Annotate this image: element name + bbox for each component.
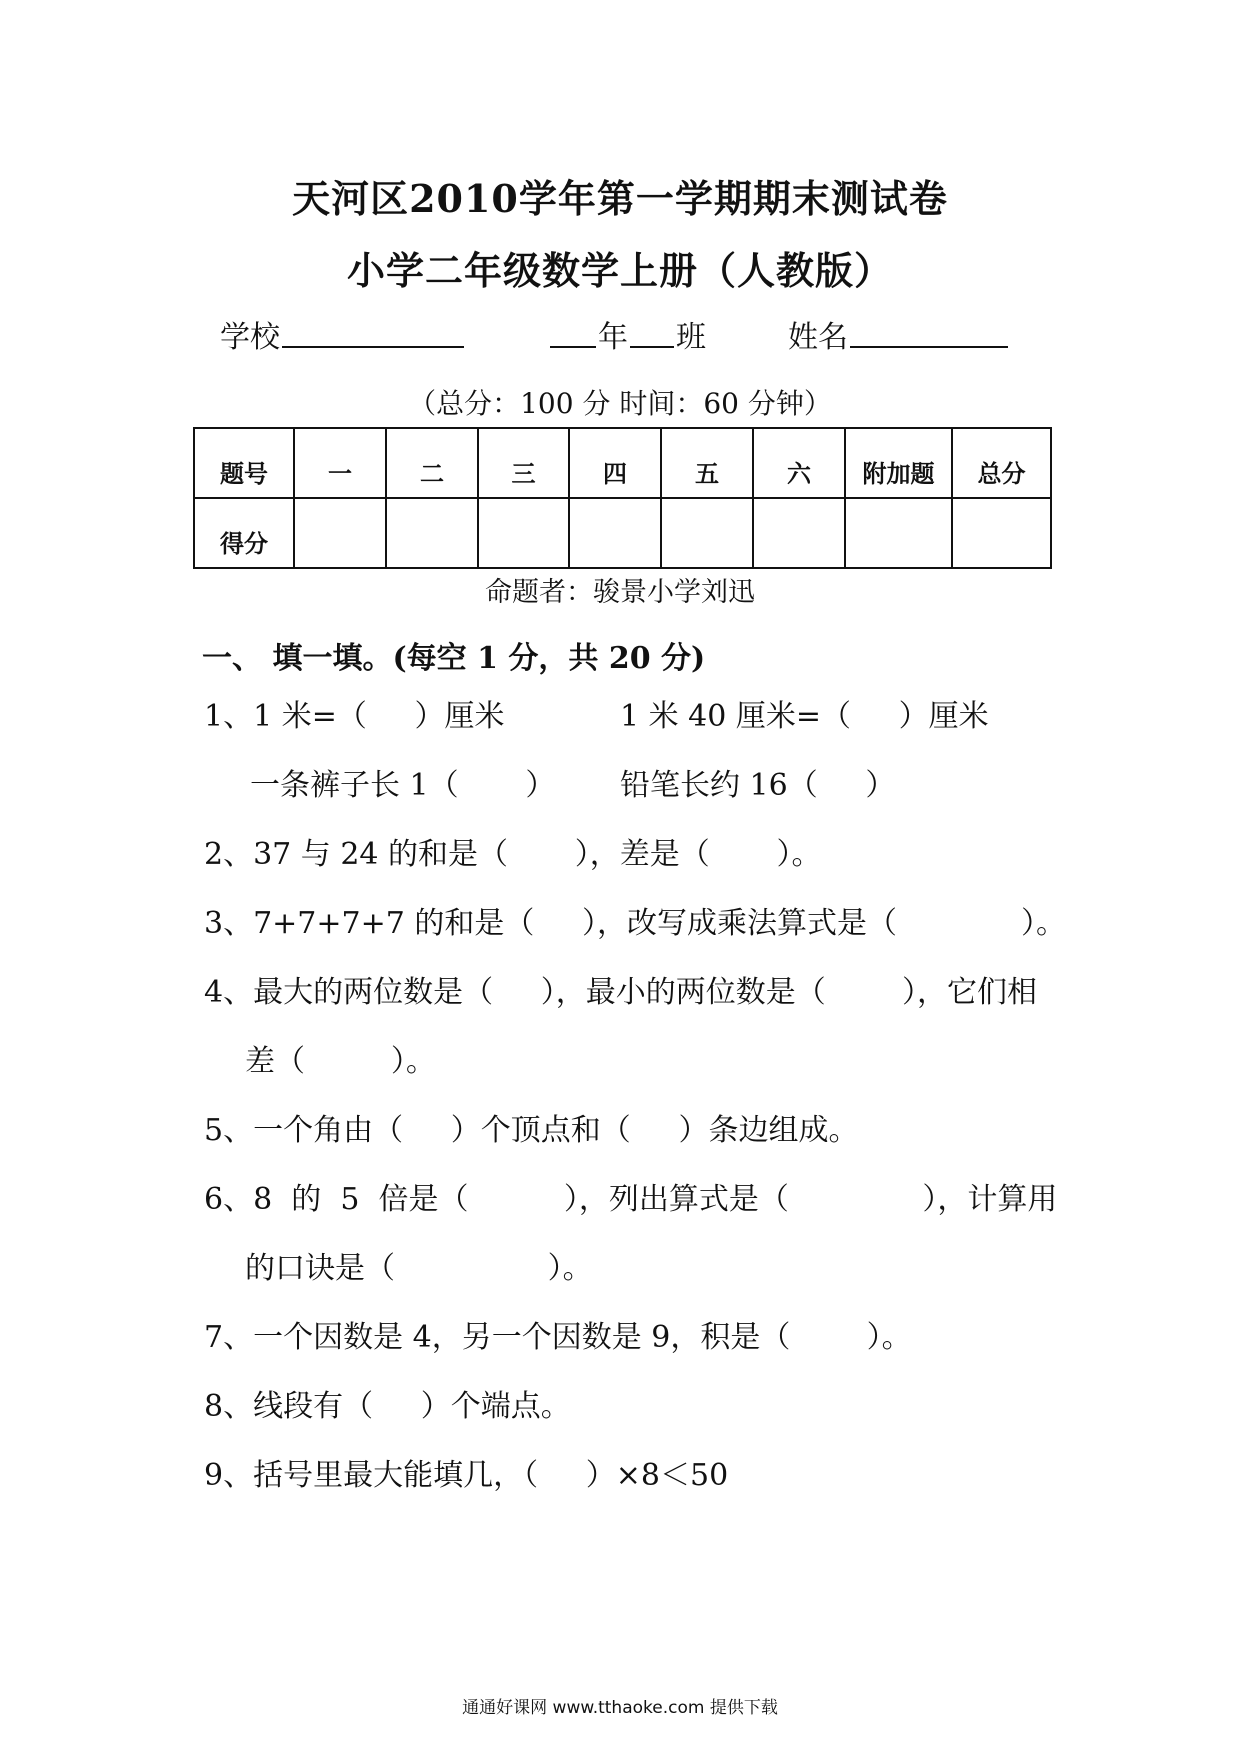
- author-line: 命题者：骏景小学刘迅: [485, 577, 755, 608]
- grade-label: 年: [598, 320, 628, 355]
- question-1c: 一条裤子长 1（ ）: [250, 768, 556, 803]
- question-2: 2、37 与 24 的和是（ ），差是（ ）。: [204, 837, 822, 872]
- table-header-cell: 六: [753, 428, 845, 498]
- question-7: 7、一个因数是 4，另一个因数是 9，积是（ ）。: [204, 1320, 912, 1355]
- question-1a: 1、1 米=（ ）厘米: [204, 699, 505, 734]
- score-cell[interactable]: [753, 498, 845, 568]
- question-1d: 铅笔长约 16（ ）: [620, 768, 896, 803]
- table-header-cell: 附加题: [845, 428, 952, 498]
- table-header-cell: 四: [569, 428, 661, 498]
- score-table: [193, 427, 1052, 569]
- question-4a: 4、最大的两位数是（ ），最小的两位数是（ ），它们相: [204, 975, 1038, 1010]
- score-cell[interactable]: [478, 498, 569, 568]
- question-9: 9、括号里最大能填几，（ ）×8＜50: [204, 1458, 729, 1493]
- table-header-cell: 三: [478, 428, 569, 498]
- table-header-cell: 题号: [194, 428, 294, 498]
- table-header-cell: 一: [294, 428, 386, 498]
- score-cell[interactable]: [845, 498, 952, 568]
- student-info-row: [220, 312, 1040, 356]
- score-table-header-row: [194, 428, 1051, 498]
- question-6b: 的口诀是（ ）。: [245, 1251, 593, 1286]
- score-time-info: （总分：100 分 时间：60 分钟）: [408, 387, 832, 420]
- exam-title: 天河区2010学年第一学期期末测试卷: [292, 176, 948, 221]
- table-header-cell: 二: [386, 428, 478, 498]
- question-1b: 1 米 40 厘米=（ ）厘米: [620, 699, 989, 734]
- score-table-score-row: [194, 498, 1051, 568]
- question-8: 8、线段有（ ）个端点。: [204, 1389, 571, 1424]
- score-cell[interactable]: [386, 498, 478, 568]
- score-row-label: 得分: [194, 498, 294, 568]
- section-title: 一、 填一填。(每空 1 分，共 20 分): [202, 641, 706, 676]
- question-4b: 差（ ）。: [245, 1044, 436, 1079]
- name-label: 姓名: [788, 320, 848, 355]
- school-label: 学校: [220, 320, 280, 355]
- question-5: 5、一个角由（ ）个顶点和（ ）条边组成。: [204, 1113, 859, 1148]
- score-cell[interactable]: [569, 498, 661, 568]
- score-cell[interactable]: [294, 498, 386, 568]
- score-cell[interactable]: [661, 498, 753, 568]
- score-cell[interactable]: [952, 498, 1051, 568]
- exam-subtitle: 小学二年级数学上册（人教版）: [346, 248, 893, 293]
- class-label: 班: [676, 320, 706, 355]
- table-header-cell: 总分: [952, 428, 1051, 498]
- table-header-cell: 五: [661, 428, 753, 498]
- footer-credit: 通通好课网 www.tthaoke.com 提供下载: [462, 1698, 778, 1718]
- question-6a: 6、8 的 5 倍是（ ），列出算式是（ ），计算用: [204, 1182, 1058, 1217]
- question-3: 3、7+7+7+7 的和是（ ），改写成乘法算式是（ ）。: [204, 906, 1067, 941]
